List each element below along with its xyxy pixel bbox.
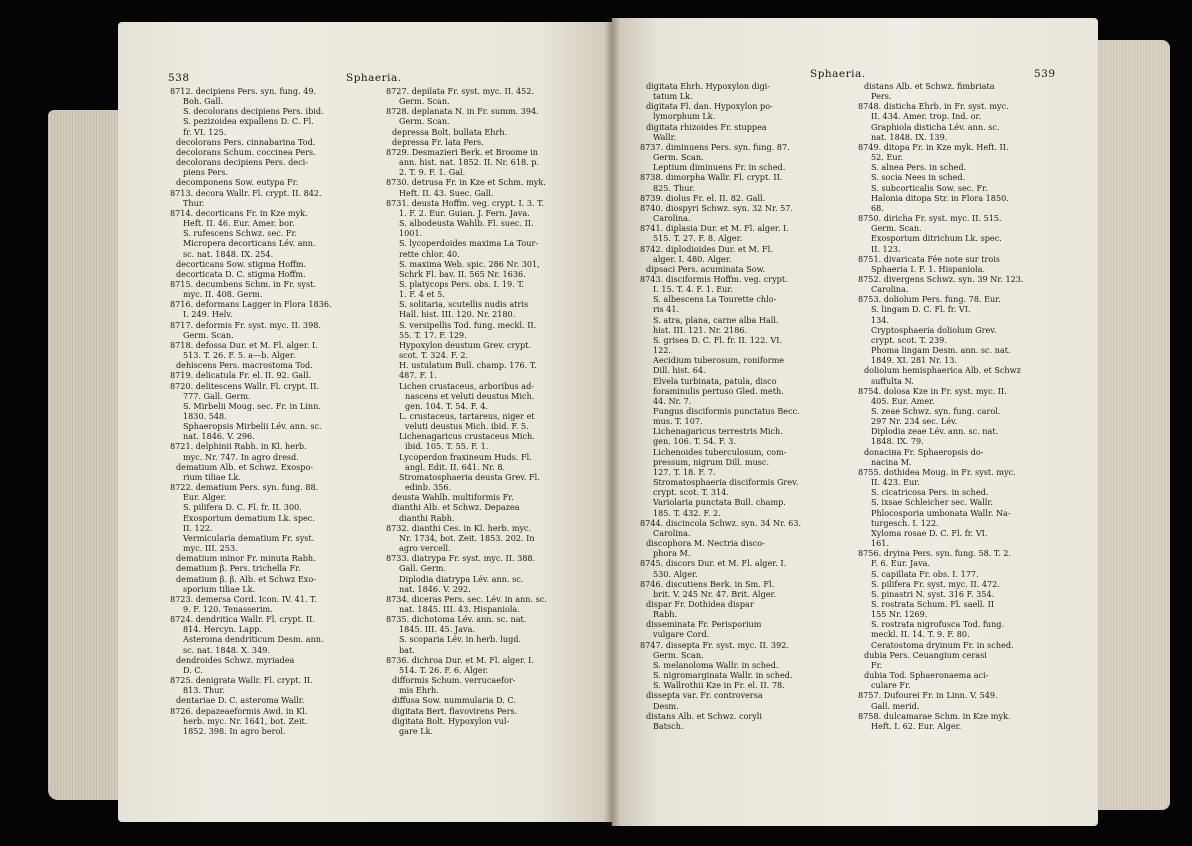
entry-continuation-line: diffusa Sow. nummularia D. C. (392, 695, 516, 706)
entry-continuation-line: 297 Nr. 234 sec. Lév. (871, 416, 958, 427)
entry-continuation-line: herb. myc. Nr. 1641, bot. Zeit. (183, 715, 308, 726)
entry-continuation-line: S. subcorticalis Sow. sec. Fr. (871, 182, 988, 193)
entry-line: 8713. decora Wallr. Fl. crypt. II. 842. (170, 187, 322, 198)
left-page (118, 22, 612, 822)
entry-line: 8758. dulcamarae Schm. in Kze myk. (858, 710, 1011, 721)
entry-continuation-line: S. albescens La Tourette chlo- (653, 294, 777, 305)
entry-continuation-line: edinb. 356. (405, 482, 452, 493)
entry-line: 8735. dichotoma Lév. ann. sc. nat. (386, 614, 527, 625)
entry-continuation-line: S. grisea D. C. Fl. fr. II. 122. VI. (653, 334, 782, 345)
entry-continuation-line: S. melanoloma Wallr. in sched. (653, 659, 779, 670)
entry-continuation-line: Sphaeropsis Mirbelii Lév. ann. sc. (183, 421, 322, 432)
entry-continuation-line: ibid. 105. T. 55. F. 1. (405, 441, 489, 452)
entry-continuation-line: S. solitaria, scutellis nudis atris (399, 299, 529, 310)
entry-continuation-line: bat. (399, 644, 415, 655)
entry-continuation-line: gen. 104. T. 54. F. 4. (405, 400, 488, 411)
entry-continuation-line: decolorans decipiens Pers. deci- (176, 157, 308, 168)
entry-line: 8717. deformis Fr. syst. myc. II. 398. (170, 319, 321, 330)
entry-continuation-line: nat. 1846. V. 292. (399, 583, 471, 594)
entry-continuation-line: myc. II. 408. Germ. (183, 289, 263, 300)
entry-continuation-line: dematium β. Pers. trichella Fr. (176, 563, 301, 574)
entry-line: 8737. diminuens Pers. syn. fung. 87. (640, 141, 790, 152)
entry-continuation-line: S. zeae Schwz. syn. fung. carol. (871, 406, 1001, 416)
entry-continuation-line: 813. Thur. (183, 685, 225, 696)
entry-continuation-line: brit. V. 245 Nr. 47. Brit. Alger. (653, 588, 777, 599)
entry-continuation-line: decolorans Schum. coccinea Pers. (176, 146, 316, 157)
entry-line: 8743. disciformis Hoffm. veg. crypt. (640, 273, 788, 284)
entry-line: 8728. deplanata N. in Fr. summ. 394. (386, 106, 539, 117)
entry-continuation-line: 44. Nr. 7. (653, 395, 692, 406)
entry-continuation-line: II. 122. (183, 522, 213, 533)
entry-line: 8734. diceras Pers. sec. Lév. in ann. sc. (386, 593, 547, 604)
entry-continuation-line: Gall. merid. (871, 700, 920, 711)
entry-continuation-line: S. Mirbelii Moug. sec. Fr. in Linn. (183, 400, 321, 411)
entry-continuation-line: fr. VI. 125. (183, 126, 227, 137)
entry-line: 8754. dolosa Kze in Fr. syst. myc. II. (858, 385, 1007, 396)
right-column-1 (640, 81, 801, 731)
entry-continuation-line: dianthi Alb. et Schwz. Depazea (392, 502, 520, 513)
entry-continuation-line: Thur. (183, 197, 205, 208)
right-column-2 (858, 81, 1023, 731)
running-title-right: Sphaeria. (810, 68, 866, 80)
entry-line: 8715. decumbens Schm. in Fr. syst. (170, 278, 316, 289)
entry-continuation-line: dematium Alb. et Schwz. Exospo- (176, 461, 314, 472)
entry-continuation-line: rium tiliae Lk. (183, 471, 241, 482)
entry-continuation-line: 122. (653, 345, 672, 356)
entry-continuation-line: Diplodia diatrypa Lév. ann. sc. (399, 573, 524, 584)
entry-continuation-line: suffulta N. (871, 375, 914, 386)
entry-continuation-line: S. scoparia Lév. in herb. lugd. (399, 634, 522, 645)
entry-continuation-line: Germ. Scan. (871, 223, 922, 234)
left-column-2 (386, 86, 547, 736)
entry-continuation-line: Variolaria punctata Bull. champ. (653, 497, 786, 508)
entry-continuation-line: S. alnea Pers. in sched. (871, 162, 967, 173)
entry-line: 8749. ditopa Fr. in Kze myk. Heft. II. (858, 141, 1009, 152)
entry-continuation-line: dipsaci Pers. acuminata Sow. (646, 263, 766, 274)
entry-continuation-line: S. pilifera Fr. syst. myc. II. 472. (871, 578, 1000, 589)
right-page (612, 18, 1098, 826)
entry-continuation-line: Carolina. (653, 213, 691, 224)
entry-line: 8712. decipiens Pers. syn. fung. 49. (170, 86, 317, 96)
entry-continuation-line: donaciна Fr. Sphaeropsis do- (864, 446, 984, 457)
entry-continuation-line: S. rostrata nigrofusca Tod. fung. (871, 619, 1005, 630)
entry-continuation-line: agro vercell. (399, 543, 451, 554)
entry-continuation-line: Germ. Scan. (653, 152, 704, 163)
entry-continuation-line: turgesch. I. 122. (871, 517, 939, 528)
entry-continuation-line: doliolum hemisphaerica Alb. et Schwz (864, 365, 1021, 376)
entry-continuation-line: dubia Tod. Sphaeronaema aci- (864, 670, 989, 681)
entry-line: 8742. diplodioides Dur. et M. Fl. (640, 243, 773, 254)
entry-continuation-line: Exosporium dematium Lk. spec. (183, 512, 315, 523)
entry-continuation-line: 814. Hercyn. Lapp. (183, 624, 262, 635)
entry-continuation-line: 1845. III. 45. Java. (399, 624, 475, 635)
entry-line: 8724. dendritica Wallr. Fl. crypt. II. (170, 614, 315, 625)
entry-continuation-line: S. capillata Fr. obs. I. 177. (871, 568, 979, 579)
entry-continuation-line: Lichenagaricus terrestris Mich. (653, 426, 783, 437)
entry-continuation-line: sporium tiliae Lk. (183, 583, 256, 594)
entry-continuation-line: Heft. I. 62. Eur. Alger. (871, 720, 962, 731)
entry-continuation-line: nacina M. (871, 456, 912, 467)
entry-continuation-line: Heft. II. 46. Eur. Amer. bor. (183, 218, 295, 229)
entry-continuation-line: Germ. Scan. (399, 96, 450, 107)
entry-continuation-line: crypt. scot. T. 314. (653, 487, 729, 498)
entry-continuation-line: I. 249. Helv. (183, 309, 233, 320)
entry-continuation-line: Ceratostoma dryinum Fr. in sched. (871, 639, 1014, 650)
entry-continuation-line: S. rufescens Schwz. sec. Fr. (183, 228, 298, 239)
entry-continuation-line: S. atra, plana, carne alba Hall. (653, 314, 779, 325)
entry-continuation-line: Germ. Scan. (183, 329, 234, 340)
entry-line: 8739. diolus Fr. el. II. 82. Gall. (640, 192, 766, 203)
entry-continuation-line: Hypoxylon deustum Grev. crypt. (399, 339, 531, 350)
entry-continuation-line: 9. F. 120. Tenasserim. (183, 603, 273, 614)
entry-continuation-line: 52. Eur. (871, 152, 904, 163)
entry-continuation-line: 1001. (399, 228, 423, 239)
entry-continuation-line: II. 123. (871, 243, 901, 254)
entry-continuation-line: dematium minor Fr. minuta Rabh. (176, 553, 316, 564)
entry-continuation-line: decolorans Pers. cinnabarina Tod. (176, 136, 316, 147)
entry-line: 8732. dianthi Ces. in Kl. herb. myc. (386, 522, 532, 533)
entry-continuation-line: 2. T. 9. F. 1. Gal. (399, 167, 466, 178)
entry-continuation-line: Fr. (871, 659, 883, 670)
entry-continuation-line: S. versipellis Tod. fung. meckl. II. (399, 319, 537, 330)
entry-continuation-line: S. ixsae Schleicher sec. Wallr. (871, 497, 993, 508)
running-title-left: Sphaeria. (346, 72, 402, 84)
entry-continuation-line: Dill. hist. 64. (653, 365, 706, 376)
entry-continuation-line: Diplodia zeae Lév. ann. sc. nat. (871, 426, 999, 437)
entry-continuation-line: 777. Gall. Germ. (183, 390, 251, 401)
entry-continuation-line: myc. III. 253. (183, 543, 238, 554)
entry-continuation-line: 405. Eur. Amer. (871, 395, 935, 406)
entry-continuation-line: 134. (871, 314, 890, 325)
entry-continuation-line: Sphaeria I. F. 1. Hispaniola. (871, 263, 986, 274)
page-edges-right (1098, 40, 1170, 810)
entry-line: 8745. discors Dur. et M. Fl. alger. I. (640, 558, 787, 569)
entry-continuation-line: 487. F. 1. (399, 370, 437, 381)
entry-continuation-line: disseminata Fr. Perisporium (646, 619, 762, 630)
entry-line: 8729. Desmazieri Berk. et Broome in (386, 146, 539, 157)
entry-continuation-line: Eur. Alger. (183, 492, 227, 503)
entry-continuation-line: S. lycoperdoides maxima La Tour- (399, 238, 539, 249)
entry-continuation-line: mis Ehrh. (399, 685, 439, 696)
entry-continuation-line: Vermicularia dematium Fr. syst. (183, 532, 315, 543)
entry-continuation-line: S. decolorans decipiens Pers. ibid. (183, 106, 324, 117)
entry-continuation-line: S. Wallrothii Kze in Fr. el. II. 78. (653, 680, 785, 691)
entry-continuation-line: nat. 1848. IX. 139. (871, 131, 948, 142)
entry-line: 8740. diospyri Schwz. syn. 32 Nr. 57. (640, 202, 793, 213)
entry-continuation-line: 127. T. 18. F. 7. (653, 466, 716, 477)
entry-line: 8721. delphinii Rabh. in Kl. herb. (170, 441, 307, 452)
page-number-right: 539 (1034, 68, 1056, 80)
entry-line: 8723. demersa Cord. Icon. IV. 41. T. (170, 593, 317, 604)
entry-continuation-line: II. 423. Eur. (871, 477, 920, 488)
entry-continuation-line: hist. III. 121. Nr. 2186. (653, 324, 748, 335)
entry-continuation-line: Graphiola disticha Lév. ann. sc. (871, 121, 1000, 132)
entry-continuation-line: Phoma lingam Desm. ann. sc. nat. (871, 345, 1011, 356)
entry-continuation-line: Schrk Fl. bav. II. 565 Nr. 1636. (399, 268, 526, 279)
entry-continuation-line: dissepta var. Fr. controversa (646, 690, 763, 701)
entry-line: 8733. diatrypa Fr. syst. myc. II. 388. (386, 553, 536, 564)
entry-line: 8741. diplasia Dur. et M. Fl. alger. I. (640, 223, 789, 234)
entry-line: 8753. doliolum Pers. fung. 78. Eur. (858, 294, 1001, 305)
entry-line: 8752. divergens Schwz. syn. 39 Nr. 123. (858, 273, 1024, 284)
entry-continuation-line: 161. (871, 538, 890, 549)
entry-continuation-line: scot. T. 324. F. 2. (399, 350, 469, 361)
entry-continuation-line: 530. Alger. (653, 568, 698, 579)
entry-continuation-line: 1. F. 4 et 5. (399, 289, 445, 300)
entry-continuation-line: distans Alb. et Schwz. fimbriata (864, 81, 995, 91)
entry-continuation-line: phora M. (653, 548, 691, 559)
entry-continuation-line: 1852. 398. In agro berol. (183, 725, 286, 736)
entry-continuation-line: 68. (871, 202, 884, 213)
entry-continuation-line: nascens et veluti deustus Mich. (405, 390, 535, 401)
entry-continuation-line: pressum, nigrum Dill. musc. (653, 456, 770, 467)
entry-continuation-line: nat. 1846. V. 296. (183, 431, 255, 442)
entry-continuation-line: vulgare Cord. (653, 629, 710, 640)
page-edges-left (48, 110, 118, 800)
entry-continuation-line: S. maxima Web. spic. 286 Nr. 301, (399, 258, 540, 269)
entry-continuation-line: veluti deustus Mich. ibid. F. 5. (405, 421, 529, 432)
entry-continuation-line: Fungus disciformis punctatus Becc. (653, 406, 800, 416)
entry-continuation-line: digitata Ehrh. Hypoxylon digi- (646, 81, 770, 91)
entry-continuation-line: Micropera decorticans Lév. ann. (183, 238, 316, 249)
entry-continuation-line: decomponens Sow. eutypa Fr. (176, 177, 299, 188)
entry-continuation-line: S. platycops Pers. obs. I. 19. T. (399, 278, 525, 289)
entry-continuation-line: Wallr. (653, 131, 677, 142)
entry-continuation-line: digitata rhizoides Fr. stuppea (646, 121, 767, 132)
entry-continuation-line: 514. T. 26. F. 6. Alger. (399, 664, 489, 675)
entry-continuation-line: foraminulis pertuso Gled. meth. (653, 385, 784, 396)
entry-continuation-line: Leptium diminuens Fr. in sched. (653, 162, 786, 173)
entry-continuation-line: Batsch. (653, 720, 684, 731)
entry-continuation-line: Hall. hist. III. 120. Nr. 2180. (399, 309, 516, 320)
entry-continuation-line: digitata Bolt. Hypoxylon vul- (392, 715, 510, 726)
entry-continuation-line: depressa Fr. lata Pers. (392, 136, 484, 147)
entry-continuation-line: S. socia Nees in sched. (871, 172, 966, 183)
entry-continuation-line: Carolina. (653, 527, 691, 538)
entry-continuation-line: decorticans Sow. stigma Hoffm. (176, 258, 307, 269)
entry-continuation-line: sc. nat. 1848. IX. 254. (183, 248, 274, 259)
entry-line: 8747. disseptа Fr. syst. myc. II. 392. (640, 639, 789, 650)
entry-continuation-line: Pers. (871, 91, 892, 102)
entry-continuation-line: dianthi Rabh. (399, 512, 455, 523)
entry-continuation-line: Aecidium tuberosum, roniforme (653, 355, 785, 366)
entry-continuation-line: dentariae D. C. asteroma Wallr. (176, 695, 305, 706)
entry-continuation-line: S. albodeusta Wahlb. Fl. suec. II. (399, 218, 534, 229)
entry-line: 8756. dryina Pers. syn. fung. 58. T. 2. (858, 548, 1011, 559)
entry-continuation-line: Rabh. (653, 609, 678, 620)
entry-line: 8736. dichroa Dur. et M. Fl. alger. I. (386, 654, 534, 665)
entry-line: 8746. discutiens Berk. in Sm. Fl. (640, 578, 775, 589)
entry-continuation-line: culare Fr. (871, 680, 911, 691)
entry-continuation-line: 515. T. 27. F. 8. Alger. (653, 233, 743, 244)
entry-continuation-line: 513. T. 26. F. 5. a—b. Alger. (183, 350, 296, 361)
entry-continuation-line: crypt. scot. T. 239. (871, 334, 947, 345)
entry-continuation-line: mus. T. 107. (653, 416, 703, 427)
entry-continuation-line: gen. 106. T. 54. F. 3. (653, 436, 736, 447)
entry-continuation-line: D. C. (183, 664, 203, 675)
entry-continuation-line: S. pezizoidea expallens D. C. Fl. (183, 116, 314, 127)
entry-continuation-line: difformis Schum. verrucaefor- (392, 675, 516, 686)
entry-continuation-line: Germ. Scan. (399, 116, 450, 127)
entry-line: 8744. discincola Schwz. syn. 34 Nr. 63. (640, 517, 802, 528)
entry-continuation-line: I. 15. T. 4. F. 1. Eur. (653, 284, 733, 295)
entry-continuation-line: S. pilifera D. C. Fl. fr. II. 300. (183, 502, 302, 513)
entry-continuation-line: depressa Bolt. bullata Ehrh. (392, 126, 508, 137)
entry-continuation-line: Lichenagaricus crustaceus Mich. (399, 431, 535, 442)
entry-continuation-line: dendroides Schwz. myriadea (176, 654, 295, 665)
book-gutter (604, 18, 620, 826)
entry-continuation-line: H. ustulatum Bull. champ. 176. T. (399, 360, 537, 371)
entry-continuation-line: S. pinastri N. syst. 316 F. 354. (871, 588, 995, 599)
entry-continuation-line: Heft. II. 43. Suec. Gall. (399, 187, 494, 198)
entry-continuation-line: ann. hist. nat. 1852. II. Nr. 618. p. (399, 157, 540, 168)
entry-continuation-line: Desm. (653, 700, 679, 711)
entry-line: 8727. depilata Fr. syst. myc. II. 452. (386, 86, 535, 96)
entry-continuation-line: Germ. Scan. (653, 649, 704, 660)
entry-continuation-line: meckl. II. 14. T. 9. F. 80. (871, 629, 970, 640)
entry-continuation-line: S. nigromarginata Wallr. in sched. (653, 670, 793, 681)
entry-continuation-line: Phlocosporia umbonata Wallr. Na- (871, 507, 1011, 518)
entry-continuation-line: Elvela turbinata, patula, disco (653, 375, 777, 386)
entry-continuation-line: piens Pers. (183, 167, 228, 178)
entry-line: 8720. delitescens Wallr. Fl. crypt. II. (170, 380, 319, 391)
entry-continuation-line: 55. T. 17. F. 129. (399, 329, 467, 340)
entry-line: 8757. Dufourei Fr. in Linn. V. 549. (858, 690, 998, 701)
entry-line: 8722. dematium Pers. syn. fung. 88. (170, 482, 319, 493)
left-column-1 (170, 86, 332, 736)
entry-continuation-line: S. cicatricosa Pers. in sched. (871, 487, 989, 498)
entry-continuation-line: Nr. 1734, bot. Zeit. 1853. 202. In (399, 532, 535, 543)
entry-continuation-line: 1830. 548. (183, 411, 227, 421)
entry-continuation-line: S. lingam D. C. Fl. fr. VI. (871, 304, 971, 315)
entry-continuation-line: Lichenoides tuberculosum, com- (653, 446, 787, 457)
entry-continuation-line: Asteroma dendriticum Desm. ann. (183, 634, 324, 645)
entry-continuation-line: Gall. Germ. (399, 563, 446, 574)
entry-continuation-line: 185. T. 432. F. 2. (653, 507, 721, 518)
entry-continuation-line: II. 434. Amer. trop. Ind. or. (871, 111, 982, 122)
entry-continuation-line: digitata Fl. dan. Hypoxylon po- (646, 101, 773, 112)
entry-line: 8714. decorticans Fr. in Kze myk. (170, 207, 308, 218)
entry-line: 8750. diricha Fr. syst. myc. II. 515. (858, 213, 1002, 224)
entry-continuation-line: distans Alb. et Schwz. coryli (646, 710, 762, 721)
entry-continuation-line: Lycoperdon fraxineum Huds. Fl. (399, 451, 532, 462)
entry-line: 8751. divaricata Fée note sur trois (858, 253, 1000, 264)
entry-continuation-line: Stromatosphaeria deusta Grev. Fl. (399, 471, 540, 482)
entry-continuation-line: dubia Pers. Ceuangium cerasi (864, 649, 987, 660)
entry-continuation-line: 1848. IX. 79. (871, 436, 924, 447)
entry-continuation-line: dematium β. β. Alb. et Schwz Exo- (176, 573, 316, 584)
entry-continuation-line: decorticata D. C. stigma Hoffm. (176, 268, 306, 279)
entry-continuation-line: gare Lk. (399, 725, 434, 736)
entry-continuation-line: L. crustaceus, tartareus, niger et (399, 411, 535, 421)
entry-line: 8755. dothidea Moug. in Fr. syst. myc. (858, 466, 1016, 477)
entry-line: 8748. disticha Ehrb. in Fr. syst. myc. (858, 101, 1009, 112)
entry-line: 8716. deformans Lagger in Flora 1836. (170, 299, 332, 310)
entry-continuation-line: Stromatosphaeria disciformis Grev. (653, 477, 799, 488)
entry-continuation-line: dispar Fr. Dothidea dispar (646, 598, 754, 609)
entry-continuation-line: S. rostrata Schum. Fl. saell. II (871, 598, 995, 609)
entry-continuation-line: 825. Thur. (653, 182, 695, 193)
entry-continuation-line: discophora M. Nectria disco- (646, 538, 765, 549)
entry-continuation-line: tatum Lk. (653, 91, 693, 102)
entry-continuation-line: Exosporium ditrichum Lk. spec. (871, 233, 1002, 244)
entry-line: 8726. depazeaeformis Awd. in Kl. (170, 705, 308, 716)
entry-continuation-line: angl. Edit. II. 641. Nr. 8. (405, 461, 506, 472)
entry-line: 8731. deusta Hoffm. veg. crypt. I. 3. T. (386, 197, 544, 208)
entry-continuation-line: lymorphum Lk. (653, 111, 716, 122)
entry-continuation-line: ris 41. (653, 304, 680, 315)
entry-continuation-line: Boh. Gall. (183, 96, 224, 107)
entry-line: 8725. denigrata Wallr. Fl. crypt. II. (170, 675, 313, 686)
entry-continuation-line: deusta Wahlb. multiformis Fr. (392, 492, 514, 503)
entry-line: 8738. dimorpha Wallr. Fl. crypt. II. (640, 172, 783, 183)
entry-continuation-line: Cryptosphaeria doliolum Grev. (871, 324, 997, 335)
entry-continuation-line: 1849. XI. 281 Nr. 13. (871, 355, 957, 366)
entry-line: 8730. detrusa Fr. in Kze et Schm. myk. (386, 177, 546, 188)
entry-continuation-line: nat. 1845. III. 43. Hispaniola. (399, 603, 520, 614)
entry-continuation-line: alger. I. 480. Alger. (653, 253, 732, 264)
entry-continuation-line: Halonia ditopa Str. in Flora 1850. (871, 192, 1009, 203)
entry-continuation-line: F. 6. Eur. Java. (871, 558, 931, 569)
entry-continuation-line: Carolina. (871, 284, 909, 295)
entry-continuation-line: myc. Nr. 747. In agro dresd. (183, 451, 299, 462)
entry-line: 8718. defossa Dur. et M. Fl. alger. I. (170, 339, 318, 350)
entry-continuation-line: 155 Nr. 1269. (871, 609, 928, 620)
entry-line: 8719. delicatula Fr. el. II. 92. Gall. (170, 370, 311, 381)
page-number-left: 538 (168, 72, 190, 84)
entry-continuation-line: Xyloma rosae D. C. Fl. fr. VI. (871, 527, 988, 538)
entry-continuation-line: sc. nat. 1848. X. 349. (183, 644, 270, 655)
entry-continuation-line: dehiscens Pers. macrostoma Tod. (176, 360, 313, 371)
entry-continuation-line: Lichen crustaceus, arboribus ad- (399, 380, 535, 391)
entry-continuation-line: 1. F. 2. Eur. Guian. J. Fern. Java. (399, 207, 530, 218)
entry-continuation-line: digitata Bert. flavovirens Pers. (392, 705, 518, 716)
entry-continuation-line: rette chlor. 40. (399, 248, 460, 259)
